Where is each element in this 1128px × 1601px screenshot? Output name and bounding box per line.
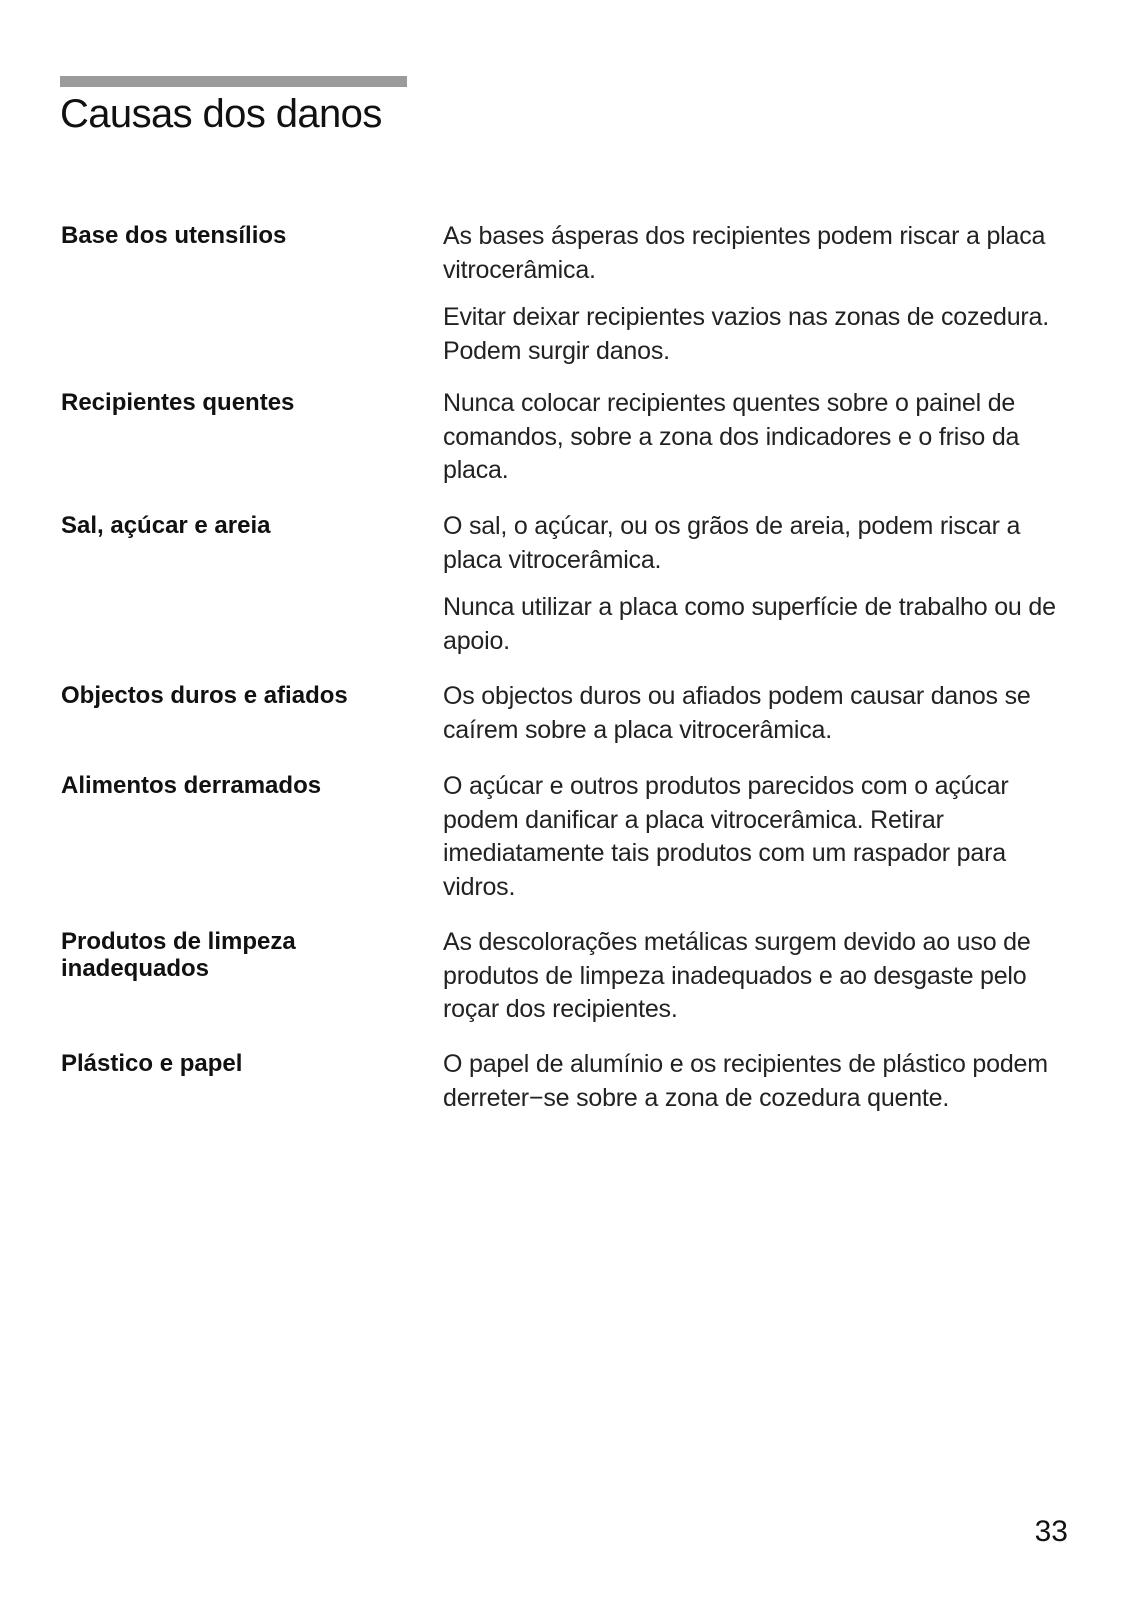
entry-paragraph: Nunca colocar recipientes quentes sobre o painel de comandos, sobre a zona dos indicadores e o friso da placa. [443, 389, 1020, 484]
entry-term: Produtos de limpeza inadequados [61, 928, 296, 982]
entry-term: Plástico e papel [61, 1050, 243, 1077]
entry-paragraph: O papel de alumínio e os recipientes de plástico podem derreter−se sobre a zona de cozedura quente. [443, 1050, 1048, 1112]
entry-paragraph: Os objectos duros ou afiados podem causar danos se caírem sobre a placa vitrocerâmica. [443, 682, 1031, 744]
entry-paragraph: As descolorações metálicas surgem devido ao uso de produtos de limpeza inadequados e ao desgaste pelo roçar dos recipientes. [443, 928, 1031, 1023]
page-number: 33 [1034, 1515, 1068, 1548]
entry-description [443, 387, 1083, 502]
entry-paragraph: O açúcar e outros produtos parecidos com o açúcar podem danificar a placa vitrocerâmica. Retirar imediatamente tais produtos com um raspador para vidros. [443, 772, 1009, 901]
entry-description [443, 510, 1083, 672]
entry-description [443, 926, 1083, 1041]
entry-paragraph: O sal, o açúcar, ou os grãos de areia, podem riscar a placa vitrocerâmica. [443, 512, 1021, 574]
entry-paragraph: Nunca utilizar a placa como superfície de trabalho ou de apoio. [443, 593, 1056, 655]
entry-term: Base dos utensílios [61, 222, 287, 249]
entry-description [443, 680, 1083, 761]
entry-term: Sal, açúcar e areia [61, 512, 271, 539]
entry-paragraph: As bases ásperas dos recipientes podem riscar a placa vitrocerâmica. [443, 222, 1046, 284]
title-rule [60, 76, 407, 87]
entry-term: Recipientes quentes [61, 389, 295, 416]
entry-description [443, 770, 1083, 918]
entry-description [443, 1048, 1083, 1129]
entry-term: Alimentos derramados [61, 772, 322, 799]
entry-description [443, 220, 1083, 382]
page-title: Causas dos danos [60, 92, 382, 136]
entry-term: Objectos duros e afiados [61, 682, 348, 709]
entry-paragraph: Evitar deixar recipientes vazios nas zonas de cozedura. Podem surgir danos. [443, 303, 1049, 365]
